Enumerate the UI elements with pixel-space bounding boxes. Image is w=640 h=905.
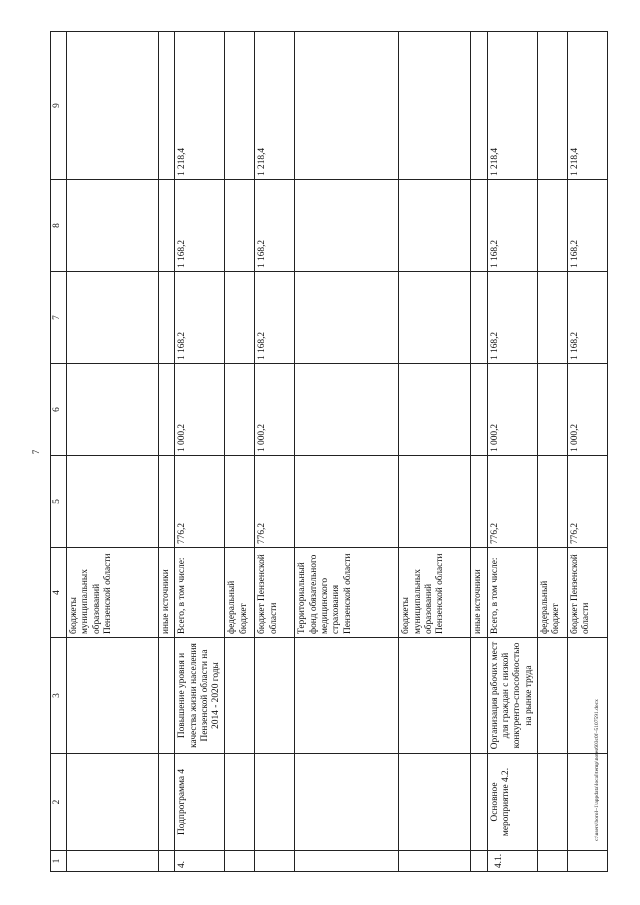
table-cell [295,456,399,548]
table-cell [255,851,295,872]
table-cell: 1 168,2 [487,180,537,272]
table-row [295,32,399,872]
table-cell [159,32,175,180]
header-cell: 3 [51,638,67,754]
table-cell [567,851,607,872]
table-cell: бюджеты муниципальных образований Пензенской области [399,548,471,638]
table-cell [537,180,567,272]
table-cell [225,851,255,872]
header-cell: 5 [51,456,67,548]
table-cell [537,851,567,872]
table-cell [399,272,471,364]
table-cell: 1 218,4 [487,32,537,180]
table-cell [159,272,175,364]
table-cell [567,638,607,754]
table-cell: федеральный бюджет [537,548,567,638]
table-cell: Всего, в том числе: [175,548,225,638]
table-cell [399,456,471,548]
table-cell: 1 168,2 [175,272,225,364]
table-cell: 1 168,2 [487,272,537,364]
table-cell [399,638,471,754]
table-cell [537,754,567,851]
table-cell [399,364,471,456]
table-cell [67,851,159,872]
table-cell [471,364,487,456]
table-cell [295,754,399,851]
table-row [567,32,607,872]
table-cell [159,638,175,754]
table-cell [255,638,295,754]
header-cell: 4 [51,548,67,638]
table-cell [471,180,487,272]
table-cell [567,754,607,851]
table-cell [399,32,471,180]
table-row [225,32,255,872]
table-cell: 1 218,4 [567,32,607,180]
table-cell [537,638,567,754]
table-cell [225,32,255,180]
header-cell: 1 [51,851,67,872]
table-cell [159,180,175,272]
table-cell [471,272,487,364]
header-cell: 7 [51,272,67,364]
table-cell [159,754,175,851]
table-cell: федеральный бюджет [225,548,255,638]
table-cell: Подпрограмма 4 [175,754,225,851]
table-row [255,32,295,872]
table-cell [255,754,295,851]
table-cell [67,754,159,851]
budget-table [50,31,608,872]
table-cell [295,364,399,456]
table-cell [67,272,159,364]
table-cell [225,180,255,272]
table-cell: 1 168,2 [567,180,607,272]
table-cell [225,638,255,754]
footer-file-path: c:\users\borol~1\appdata\local\temp\notes603c0f~5107591.docx [594,699,600,841]
table-cell [67,456,159,548]
table-cell [295,272,399,364]
table-cell: 776,2 [487,456,537,548]
rotated-page [50,32,590,872]
table-cell: бюджет Пензенской области [255,548,295,638]
table-cell: 776,2 [255,456,295,548]
table-cell [67,364,159,456]
table-cell [537,364,567,456]
table-cell: Основное мероприятие 4.2. [487,754,537,851]
table-row [159,32,175,872]
table-cell: 1 000,2 [487,364,537,456]
table-cell [159,851,175,872]
table-cell: 1 168,2 [175,180,225,272]
table-cell: 1 218,4 [255,32,295,180]
table-cell: иные источники [159,548,175,638]
page-number: 7 [31,449,41,455]
table-cell: Всего, в том числе: [487,548,537,638]
table-cell [225,456,255,548]
table-cell: 776,2 [175,456,225,548]
table-cell [225,272,255,364]
table-cell: 4. [175,851,225,872]
table-cell: 776,2 [567,456,607,548]
table-cell: 1 168,2 [567,272,607,364]
table-cell: бюджет Пензенской области [567,548,607,638]
table-cell [159,364,175,456]
table-cell [295,851,399,872]
table-cell [67,32,159,180]
table-cell [159,456,175,548]
table-cell [295,32,399,180]
table-cell [225,754,255,851]
table-cell [295,638,399,754]
table-cell [399,180,471,272]
table-row [487,32,537,872]
table-cell [225,364,255,456]
table-cell: 1 218,4 [175,32,225,180]
header-cell: 2 [51,754,67,851]
table-row [471,32,487,872]
table-cell: Повышение уровня и качества жизни населения Пензенской области на 2014 - 2020 годы [175,638,225,754]
header-cell: 6 [51,364,67,456]
table-cell: 1 000,2 [255,364,295,456]
table-cell [471,754,487,851]
table-cell: 1 168,2 [255,180,295,272]
table-cell: бюджеты муниципальных образований Пензенской области [67,548,159,638]
table-row [175,32,225,872]
table-cell [399,754,471,851]
table-cell: 1 168,2 [255,272,295,364]
table-row [399,32,471,872]
table-cell [537,32,567,180]
header-cell: 8 [51,180,67,272]
table-cell [471,456,487,548]
table-cell: 1 000,2 [175,364,225,456]
table-cell: Территориальный фонд обязательного медицинского страхования Пензенской области [295,548,399,638]
table-cell [471,638,487,754]
table-cell: Организация рабочих мест для граждан с низкой конкуренто-способностью на рынке труда [487,638,537,754]
header-cell: 9 [51,32,67,180]
table-cell [67,638,159,754]
table-cell [399,851,471,872]
table-cell [295,180,399,272]
table-cell [537,272,567,364]
table-cell: 4.1. [487,851,537,872]
table-row [537,32,567,872]
table-cell: 1 000,2 [567,364,607,456]
table-cell [537,456,567,548]
table-cell: иные источники [471,548,487,638]
table-cell [67,180,159,272]
table-row [67,32,159,872]
table-cell [471,32,487,180]
table-cell [471,851,487,872]
header-row [51,32,67,872]
